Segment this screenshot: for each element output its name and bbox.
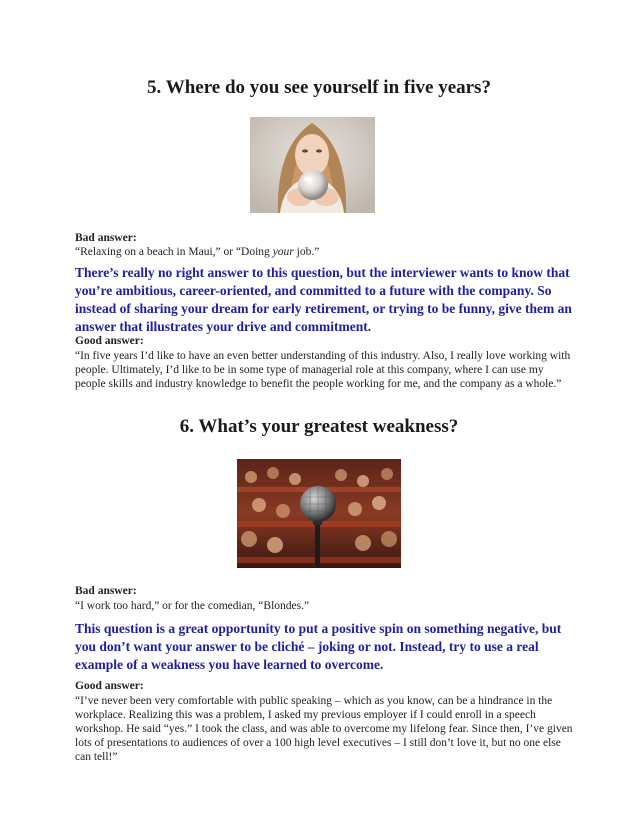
good-answer-text: “I’ve never been very comfortable with public speaking – which as you know, can be a hindrance in the workplace. Realizing this was a problem, I asked my previous employer if I could enroll in a speech workshop. He said “yes.” I took the class, and was able to overcome my lifelong fear. Since then, I’ve given lots of presentations to audiences of over a 100 high level executives – I still don’t love it, but no one else can tell!”	[75, 695, 573, 763]
bad-answer-label: Bad answer:	[75, 585, 137, 597]
advice-paragraph: This question is a great opportunity to put a positive spin on something negative, but you don’t want your answer to be cliché – joking or not. Instead, try to use a real example of a weakness you have learned to overcome.	[75, 621, 562, 672]
good-answer-label: Good answer:	[75, 335, 144, 347]
good-answer-text: “In five years I’d like to have an even better understanding of this industry. Also, I really love working with people. Ultimately, I’d like to be in some type of managerial role at this company, where I can use my people skills and industry knowledge to benefit the people working for me, and the company as a whole.”	[75, 350, 571, 390]
section-5-heading: 5. Where do you see yourself in five years?	[147, 77, 491, 98]
bad-answer-text: “I work too hard,” or for the comedian, “Blondes.”	[75, 600, 310, 612]
emphasis-text: your	[272, 246, 294, 258]
girl-crystal-ball-photo	[250, 117, 375, 213]
good-answer-label: Good answer:	[75, 680, 144, 692]
microphone-audience-photo	[237, 459, 401, 568]
bad-answer-label: Bad answer:	[75, 232, 137, 244]
advice-paragraph: There’s really no right answer to this question, but the interviewer wants to know that you’re ambitious, career-oriented, and committed to a future with the company. So instead of sharing your dream for early retirement, or trying to be funny, give them an answer that illustrates your drive and commitment.	[75, 265, 572, 334]
bad-answer-text: “Relaxing on a beach in Maui,” or “Doing your job.”	[75, 246, 320, 258]
section-6-heading: 6. What’s your greatest weakness?	[179, 416, 459, 437]
